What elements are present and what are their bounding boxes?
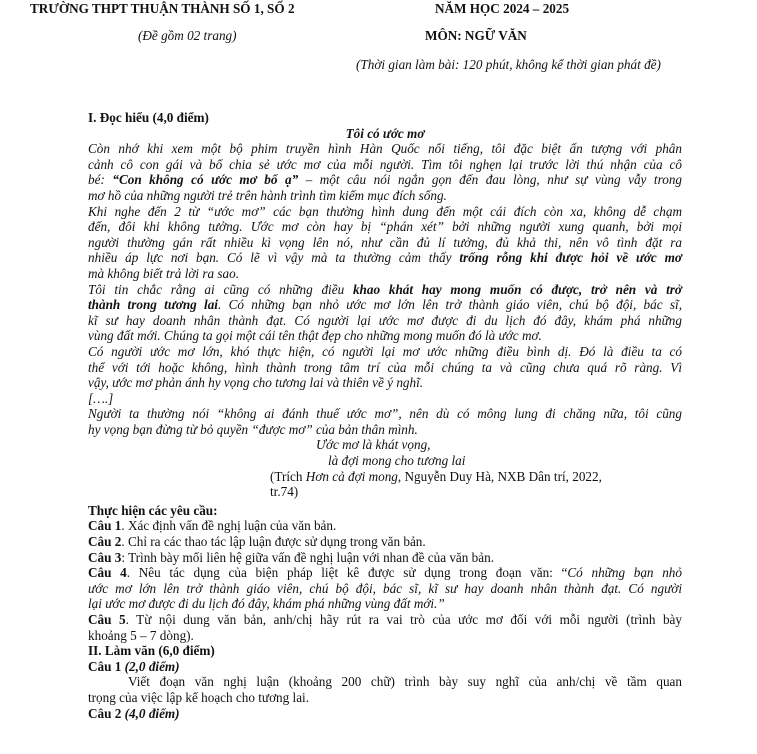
passage-text: – một câu nói ngắn gọn đến đau lòng, như sự vùng vẫy trong bbox=[298, 172, 683, 188]
passage-line bbox=[88, 188, 682, 204]
passage-text: mơ hồ của những người trẻ trên hành trình tìm kiếm mục đích sống. bbox=[88, 187, 447, 203]
time-limit-note: (Thời gian làm bài: 120 phút, không kể thời gian phát đề) bbox=[356, 57, 661, 72]
verse-line-1: Ước mơ là khát vọng, bbox=[316, 437, 431, 453]
passage-line bbox=[88, 344, 682, 360]
question-1 bbox=[88, 518, 682, 534]
passage-line bbox=[88, 422, 682, 438]
essay-question-1-text: Viết đoạn văn nghị luận (khoảng 200 chữ) trình bày suy nghĩ của anh/chị về tầm quan bbox=[128, 674, 682, 690]
question-4-quote-middle: ước mơ lớn lên trở thành giáo viên, chú bộ đội, bác sĩ, kĩ sư hay doanh nhân thành đạt. Có người bbox=[88, 580, 682, 596]
passage-text: vùng đất mới. Chúng ta gọi một cái tên thật đẹp cho những mong muốn đó là ước mơ. bbox=[88, 328, 542, 344]
passage-text: Người ta thường nói “không ai đánh thuế ước mơ”, nên dù có mông lung đi chăng nữa, tôi cũng bbox=[88, 406, 682, 422]
question-4 bbox=[88, 565, 682, 581]
passage-text: mà không biết trả lời ra sao. bbox=[88, 265, 239, 281]
citation-source: , Nguyễn Duy Hà, NXB Dân trí, 2022, bbox=[397, 468, 602, 484]
question-5-label: Câu 5 bbox=[88, 612, 126, 627]
passage-line bbox=[88, 328, 682, 344]
question-5 bbox=[88, 612, 682, 628]
passage-text: Có người ước mơ lớn, khó thực hiện, có người lại mơ ước những điều bình dị. Đó là điều ta có bbox=[88, 343, 682, 359]
passage-text: người thường gán rất nhiều kì vọng lên nó, như cần đủ lí tưởng, đủ khả thi, nên vô tình đặt ra bbox=[88, 234, 682, 250]
passage-paragraph-4 bbox=[88, 344, 682, 391]
question-3 bbox=[88, 550, 682, 566]
essay-question-1-text-continuation: trọng của việc lập kế hoạch cho tương lai. bbox=[88, 689, 310, 705]
passage-emphasis: khao khát hay mong muốn có được, trở nên và trở bbox=[352, 281, 683, 297]
question-2-label: Câu 2 bbox=[88, 534, 122, 550]
question-4-quote-start: Có những bạn nhỏ bbox=[567, 565, 682, 581]
passage-text: vậy, ước mơ phản ánh hy vọng cho tương lai và thiên về ý nghĩ. bbox=[88, 375, 424, 391]
citation-book-title: Hơn cả đợi mong bbox=[305, 468, 398, 484]
passage-line bbox=[88, 141, 682, 157]
subject-title: MÔN: NGỮ VĂN bbox=[425, 28, 527, 43]
essay-question-1-label: Câu 1 bbox=[88, 658, 125, 674]
question-2-text: . Chỉ ra các thao tác lập luận được sử dụng trong văn bản. bbox=[121, 534, 426, 550]
verse-line-2: là đợi mong cho tương lai bbox=[328, 453, 466, 469]
passage-text: Khi nghe đến 2 từ “ước mơ” các bạn thường hình dung đến một cái đích còn xa, không dễ chạm bbox=[88, 203, 682, 219]
passage-text: kĩ sư hay doanh nhân thành đạt. Có người lại ước mơ được đi du lịch đó đây, khám phá những bbox=[88, 312, 682, 328]
citation bbox=[88, 469, 682, 485]
passage-paragraph-3 bbox=[88, 282, 682, 344]
essay-question-2 bbox=[88, 706, 682, 722]
tasks-heading: Thực hiện các yêu cầu: bbox=[88, 502, 218, 518]
essay-question-1 bbox=[88, 659, 682, 675]
passage-line bbox=[88, 250, 682, 266]
question-1-label: Câu 1 bbox=[88, 518, 122, 534]
section1-heading: I. Đọc hiểu (4,0 điểm) bbox=[88, 110, 209, 125]
question-4-label: Câu 4 bbox=[88, 565, 127, 581]
section2-heading: II. Làm văn (6,0 điểm) bbox=[88, 643, 215, 659]
passage-line bbox=[88, 360, 682, 376]
essay-question-1-points: (2,0 điểm) bbox=[124, 658, 180, 674]
passage-line bbox=[88, 172, 682, 188]
passage-emphasis: trống rỗng khi được hỏi về ước mơ bbox=[459, 250, 682, 266]
question-4-quote-end: lại ước mơ được đi du lịch đó đây, khám phá những vùng đất mới.” bbox=[88, 596, 445, 612]
passage-text: nhiều áp lực nơi bạn. Có lẽ vì vậy mà ta thường cảm thấy bbox=[88, 250, 460, 266]
question-4-text: . Nêu tác dụng của biện pháp liệt kê được sử dụng trong đoạn văn: “ bbox=[126, 565, 568, 581]
passage-title: Tôi có ước mơ bbox=[345, 125, 425, 141]
school-year: NĂM HỌC 2024 – 2025 bbox=[435, 1, 570, 16]
passage-paragraph-2 bbox=[88, 204, 682, 282]
passage-line bbox=[88, 204, 682, 220]
passage-line bbox=[88, 297, 682, 313]
page-count-note: (Đề gồm 02 trang) bbox=[138, 28, 237, 43]
essay-question-2-points: (4,0 điểm) bbox=[124, 705, 180, 721]
passage-text: bé: bbox=[88, 172, 113, 188]
passage-text: Tôi tin chắc rằng ai cũng có những điều bbox=[88, 281, 353, 297]
question-1-text: . Xác định vấn đề nghị luận của văn bản. bbox=[121, 518, 337, 534]
passage-ellipsis: [….] bbox=[88, 390, 114, 406]
exam-body bbox=[88, 110, 682, 721]
passage-line bbox=[88, 313, 682, 329]
passage-line bbox=[88, 235, 682, 251]
passage-text: hy vọng bạn đừng từ bỏ quyền “được mơ” của bản thân mình. bbox=[88, 421, 418, 437]
essay-question-2-label: Câu 2 bbox=[88, 705, 125, 721]
question-5-continuation: khoảng 5 – 7 dòng). bbox=[88, 627, 194, 643]
passage-line bbox=[88, 406, 682, 422]
passage-text: cảnh cô con gái và bố chia sẻ ước mơ của mỗi người. Tìm tôi nghẹn lại trước lời thú nhận của cô bbox=[88, 156, 682, 172]
question-5-text: . Từ nội dung văn bản, anh/chị hãy rút ra vai trò của ước mơ đối với mỗi người (trình bày bbox=[125, 612, 682, 627]
passage-text: thể với tới hoặc không, hình thành trong tâm trí của mỗi chúng ta và cũng chưa quá rõ ràng. Vì bbox=[88, 359, 682, 375]
question-3-label: Câu 3 bbox=[88, 549, 122, 565]
question-2 bbox=[88, 534, 682, 550]
passage-emphasis: thành trong tương lai bbox=[88, 297, 218, 313]
passage-line bbox=[88, 282, 682, 298]
citation-page: tr.74) bbox=[270, 484, 299, 500]
passage-line bbox=[88, 157, 682, 173]
passage-paragraph-1 bbox=[88, 141, 682, 203]
passage-paragraph-5 bbox=[88, 406, 682, 437]
citation-prefix: (Trích bbox=[270, 468, 306, 484]
passage-line bbox=[88, 375, 682, 391]
passage-text: đến, đôi khi không tưởng. Ước mơ còn hay bị “phán xét” bởi những người xung quanh, bởi mọi bbox=[88, 219, 682, 235]
school-name: TRƯỜNG THPT THUẬN THÀNH SỐ 1, SỐ 2 bbox=[30, 1, 295, 16]
passage-text: . Có những bạn nhỏ ước mơ lớn lên trở thành giáo viên, chú bộ đội, bác sĩ, bbox=[217, 297, 682, 313]
passage-emphasis: “Con không có ước mơ bố ạ” bbox=[112, 172, 299, 188]
passage-line bbox=[88, 266, 682, 282]
passage-text: Còn nhớ khi xem một bộ phim truyền hình Hàn Quốc nổi tiếng, tôi đặc biệt ấn tượng với phân bbox=[88, 141, 682, 157]
passage-line bbox=[88, 219, 682, 235]
question-3-text: : Trình bày mối liên hệ giữa vấn đề nghị luận với nhan đề của văn bản. bbox=[121, 549, 495, 565]
